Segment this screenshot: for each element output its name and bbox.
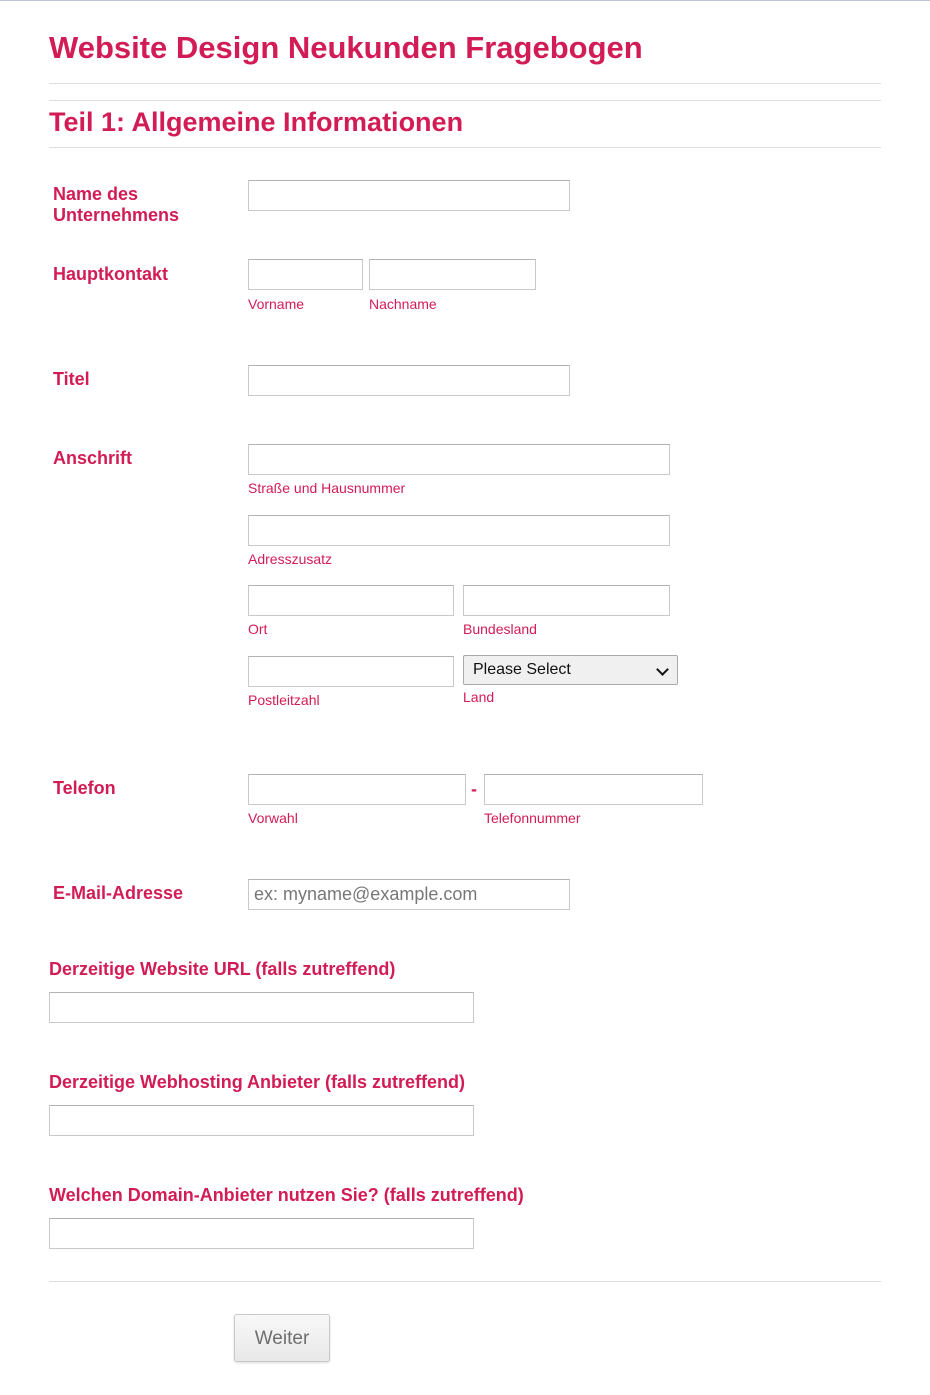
company-input[interactable]: [248, 180, 570, 211]
top-border: [0, 0, 930, 1]
hosting-label: Derzeitige Webhosting Anbieter (falls zutreffend): [49, 1072, 466, 1092]
main-contact-label: Hauptkontakt: [53, 264, 169, 284]
phone-number-sublabel: Telefonnummer: [484, 810, 581, 826]
zip-sublabel: Postleitzahl: [248, 692, 320, 708]
first-name-input[interactable]: [248, 259, 363, 290]
domain-input[interactable]: [49, 1218, 474, 1249]
email-input[interactable]: [248, 879, 570, 910]
address-addition-input[interactable]: [248, 515, 670, 546]
divider: [49, 100, 881, 101]
city-sublabel: Ort: [248, 621, 268, 637]
state-input[interactable]: [463, 585, 670, 616]
next-button[interactable]: Weiter: [234, 1314, 330, 1362]
hosting-input[interactable]: [49, 1105, 474, 1136]
last-name-sublabel: Nachname: [369, 296, 437, 312]
form-title: Website Design Neukunden Fragebogen: [49, 30, 643, 65]
last-name-input[interactable]: [369, 259, 536, 290]
first-name-sublabel: Vorname: [248, 296, 305, 312]
state-sublabel: Bundesland: [463, 621, 537, 637]
divider: [49, 147, 881, 148]
zip-input[interactable]: [248, 656, 454, 687]
address-addition-sublabel: Adresszusatz: [248, 551, 333, 567]
phone-label: Telefon: [53, 778, 116, 798]
address-label: Anschrift: [53, 448, 133, 468]
section-title: Teil 1: Allgemeine Informationen: [49, 107, 464, 137]
domain-label: Welchen Domain-Anbieter nutzen Sie? (falls zutreffend): [49, 1185, 524, 1205]
title-label: Titel: [53, 369, 90, 389]
website-url-label: Derzeitige Website URL (falls zutreffend): [49, 959, 396, 979]
country-select-value: Please Select: [473, 661, 571, 678]
city-input[interactable]: [248, 585, 454, 616]
website-url-input[interactable]: [49, 992, 474, 1023]
street-sublabel: Straße und Hausnummer: [248, 480, 406, 496]
chevron-down-icon: [656, 663, 669, 676]
phone-number-input[interactable]: [484, 774, 703, 805]
area-code-input[interactable]: [248, 774, 466, 805]
phone-separator: -: [471, 779, 477, 799]
divider: [49, 83, 881, 84]
country-select[interactable]: [463, 655, 678, 685]
title-input[interactable]: [248, 365, 570, 396]
email-label: E-Mail-Adresse: [53, 883, 184, 903]
street-input[interactable]: [248, 444, 670, 475]
company-label: Name des Unternehmens: [53, 184, 180, 225]
country-sublabel: Land: [463, 689, 495, 705]
divider: [49, 1281, 881, 1282]
area-code-sublabel: Vorwahl: [248, 810, 298, 826]
